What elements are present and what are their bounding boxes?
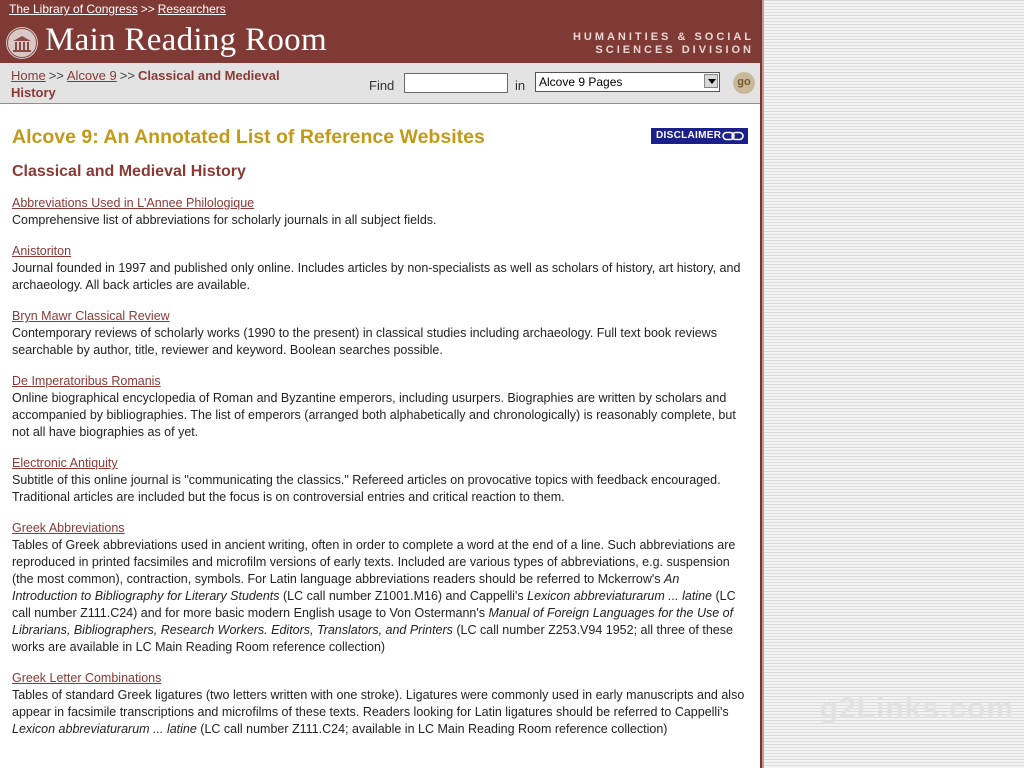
chevron-down-icon[interactable]: [704, 74, 718, 88]
description-text: (LC call number Z1001.M16) and Cappelli's: [279, 589, 528, 603]
list-item: [12, 670, 748, 738]
search-input[interactable]: [404, 73, 508, 93]
division-line-1: HUMANITIES & SOCIAL: [572, 31, 754, 43]
resource-description: Contemporary reviews of scholarly works (1990 to the present) in classical studies including archaeology. Full text book reviews searchable by author, title, reviewer and keyword. Boolean searches possible.: [12, 326, 717, 357]
division-name: [573, 31, 754, 57]
reading-room-logo-icon[interactable]: [5, 26, 39, 60]
site-header: [0, 0, 760, 63]
book-title: Manual of Foreign Languages for the Use of Librarians, Bibliographers, Research Workers. Editors, Translators, and Printers: [12, 606, 734, 637]
book-title: An Introduction to Bibliography for Literary Students: [12, 572, 680, 603]
division-line-2: SCIENCES DIVISION: [595, 44, 754, 56]
breadcrumb-alcove-link[interactable]: Alcove 9: [66, 68, 117, 83]
book-title: Lexicon abbreviaturarum ... latine: [527, 589, 712, 603]
list-item: [12, 455, 748, 506]
find-label: Find: [369, 78, 395, 93]
breadcrumb-researchers-link[interactable]: Researchers: [157, 2, 226, 16]
disclaimer-button[interactable]: [651, 128, 748, 144]
description-text: (LC call number Z111.C24) and for more basic modern English usage to Von Ostermann's: [12, 589, 736, 620]
breadcrumb-current: Classical and Medieval History: [11, 68, 280, 100]
page-edge-divider: [762, 0, 764, 768]
description-text: (LC call number Z253.V94 1952; all three of these works are available in LC Main Reading Room reference collection): [12, 623, 733, 654]
description-text: (LC call number Z111.C24; available in LC Main Reading Room reference collection): [196, 722, 668, 736]
go-button[interactable]: go: [733, 72, 755, 94]
breadcrumb-library-of-congress-link[interactable]: The Library of Congress: [9, 2, 138, 16]
main-content: [12, 108, 748, 738]
in-label: in: [515, 78, 526, 93]
resource-description: [12, 687, 748, 738]
list-item: [12, 308, 748, 359]
breadcrumb-separator: >>: [119, 68, 135, 83]
search-scope-value: Alcove 9 Pages: [539, 75, 623, 89]
site-title[interactable]: Main Reading Room: [45, 22, 327, 58]
resource-link[interactable]: Greek Letter Combinations: [12, 671, 162, 685]
chain-link-icon: [722, 131, 744, 141]
resource-description: Online biographical encyclopedia of Roman and Byzantine emperors, including usurpers. Biographies are written by scholars and accompanied by bibliographies. The list of emperors (arranged both alphabetically and chronologically) is reasonably complete, but not all have biographies as of yet.: [12, 391, 736, 439]
breadcrumb-home-link[interactable]: Home: [11, 68, 46, 83]
description-text: Tables of Greek abbreviations used in ancient writing, often in order to complete a word at the end of a line. Such abbreviations are reproduced in printed facsimiles and microfilm versions of early texts. Included are various types of abbreviations, e.g. suspension (the most common), contraction, symbols. For Latin language abbreviations readers should be referred to Mckerrow's: [12, 538, 736, 586]
resource-description: Journal founded in 1997 and published only online. Includes articles by non-specialists as well as scholars of history, art history, and archaeology. All back articles are available.: [12, 261, 741, 292]
watermark: g2Links.com: [819, 692, 1014, 725]
resource-link[interactable]: Electronic Antiquity: [12, 456, 118, 470]
list-item: [12, 243, 748, 294]
resource-link[interactable]: De Imperatoribus Romanis: [12, 374, 161, 388]
list-item: [12, 373, 748, 441]
search-nav-bar: [0, 63, 760, 104]
breadcrumb-separator: >>: [48, 68, 64, 83]
resource-description: Subtitle of this online journal is "communicating the classics." Refereed articles on provocative topics with feedback encouraged. Traditional articles are included but the focus is on controversial entries and critical reaction to them.: [12, 473, 721, 504]
list-item: [12, 520, 748, 656]
description-text: Tables of standard Greek ligatures (two letters written with one stroke). Ligatures were commonly used in early manuscripts and also appear in facsimile transcriptions and microfilms of these texts. Readers looking for Latin ligatures should be referred to Cappelli's: [12, 688, 745, 719]
search-scope-select[interactable]: [535, 72, 720, 92]
resource-link[interactable]: Abbreviations Used in L'Annee Philologique: [12, 196, 255, 210]
list-item: [12, 195, 748, 229]
book-title: Lexicon abbreviaturarum ... latine: [12, 722, 197, 736]
disclaimer-label: DISCLAIMER: [656, 130, 722, 141]
breadcrumb: [11, 67, 311, 101]
page-title: Alcove 9: An Annotated List of Reference Websites: [12, 126, 485, 148]
resource-description: Comprehensive list of abbreviations for scholarly journals in all subject fields.: [12, 213, 437, 227]
section-title: Classical and Medieval History: [12, 163, 246, 180]
breadcrumb-separator: >>: [140, 2, 155, 16]
resource-description: [12, 537, 748, 656]
resource-link[interactable]: Greek Abbreviations: [12, 521, 125, 535]
top-breadcrumb: [9, 2, 226, 16]
resource-link[interactable]: Anistoriton: [12, 244, 72, 258]
resource-link[interactable]: Bryn Mawr Classical Review: [12, 309, 170, 323]
